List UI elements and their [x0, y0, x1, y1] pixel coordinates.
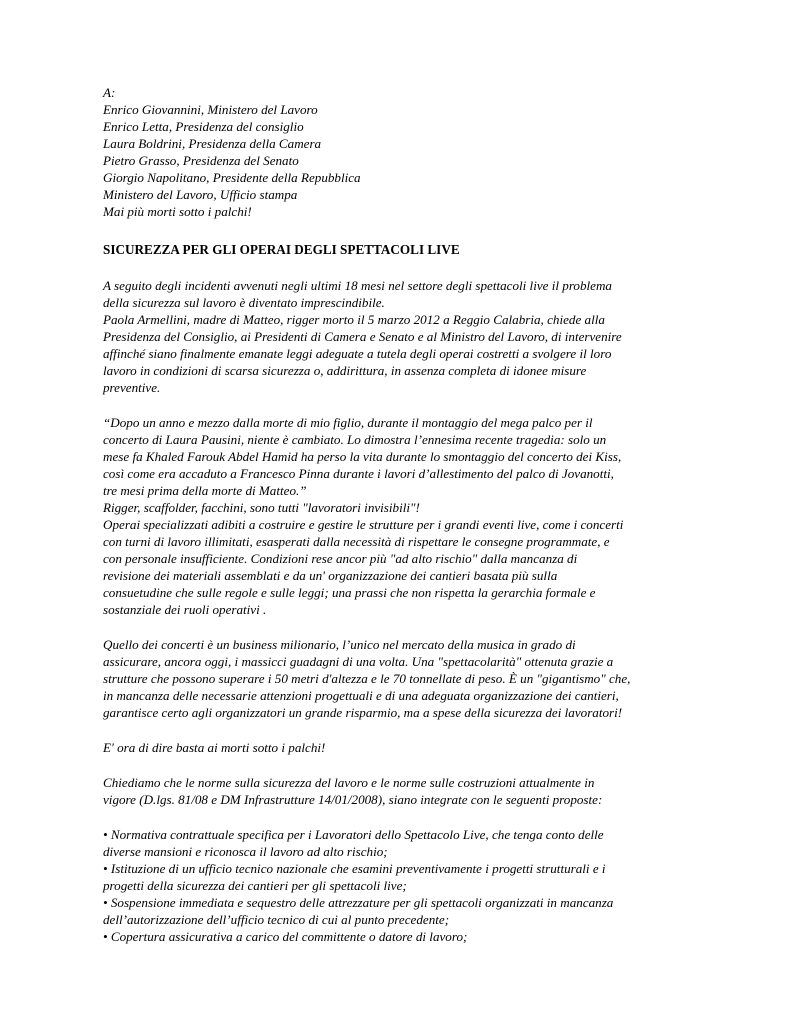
quote-line: tre mesi prima della morte di Matteo.”: [103, 483, 307, 498]
quote-line: consuetudine che sulle regole e sulle leggi; una prassi che non rispetta la gerarchia formale e: [103, 585, 596, 600]
proposal-line: • Sospensione immediata e sequestro delle attrezzature per gli spettacoli organizzati in mancanza: [103, 895, 614, 910]
recipient-line: Pietro Grasso, Presidenza del Senato: [103, 153, 299, 168]
request-paragraph: [103, 774, 703, 808]
business-line: assicurare, ancora oggi, i massicci guadagni di una volta. Una "spettacolarità" ottenuta grazie a: [103, 654, 614, 669]
proposal-line: progetti della sicurezza dei cantieri per gli spettacoli live;: [103, 878, 407, 893]
request-line: vigore (D.lgs. 81/08 e DM Infrastrutture 14/01/2008), siano integrate con le seguenti proposte:: [103, 792, 603, 807]
proposal-line: • Istituzione di un ufficio tecnico nazionale che esamini preventivamente i progetti strutturali e i: [103, 861, 606, 876]
document-page: [103, 84, 703, 945]
slogan-line: E' ora di dire basta ai morti sotto i palchi!: [103, 740, 326, 755]
quote-line: Operai specializzati adibiti a costruire e gestire le strutture per i grandi eventi live, come i concerti: [103, 517, 624, 532]
quote-line: Rigger, scaffolder, facchini, sono tutti "lavoratori invisibili"!: [103, 500, 420, 515]
business-line: in mancanza delle necessarie attenzioni progettuali e di una adeguata organizzazione dei cantieri,: [103, 688, 619, 703]
business-line: strutture che possono superare i 50 metri d'altezza e le 70 tonnellate di peso. È un "gigantismo" che,: [103, 671, 631, 686]
business-line: garantisce certo agli organizzatori un grande risparmio, ma a spese della sicurezza dei lavoratori!: [103, 705, 623, 720]
intro-line: della sicurezza sul lavoro è diventato imprescindibile.: [103, 295, 385, 310]
intro-line: Presidenza del Consiglio, ai Presidenti di Camera e Senato e al Ministro del Lavoro, di intervenire: [103, 329, 622, 344]
proposals-list: [103, 826, 703, 945]
intro-line: affinché siano finalmente emanate leggi adeguate a tutela degli operai costretti a svolgere il loro: [103, 346, 612, 361]
document-title: SICUREZZA PER GLI OPERAI DEGLI SPETTACOLI LIVE: [103, 242, 460, 257]
proposal-line: • Copertura assicurativa a carico del committente o datore di lavoro;: [103, 929, 468, 944]
slogan-paragraph: [103, 739, 703, 756]
intro-line: Paola Armellini, madre di Matteo, rigger morto il 5 marzo 2012 a Reggio Calabria, chiede alla: [103, 312, 605, 327]
recipient-line: Ministero del Lavoro, Ufficio stampa: [103, 187, 298, 202]
intro-paragraph: [103, 277, 703, 396]
recipient-line: Giorgio Napolitano, Presidente della Repubblica: [103, 170, 361, 185]
recipients-block: [103, 84, 703, 220]
recipient-line: Enrico Giovannini, Ministero del Lavoro: [103, 102, 318, 117]
business-paragraph: [103, 636, 703, 721]
quote-line: revisione dei materiali assemblati e da un' organizzazione dei cantieri basata più sulla: [103, 568, 558, 583]
quote-paragraph: [103, 414, 703, 618]
proposal-line: dell’autorizzazione dell’ufficio tecnico di cui al punto precedente;: [103, 912, 450, 927]
quote-line: sostanziale dei ruoli operativi .: [103, 602, 267, 617]
quote-line: con personale insufficiente. Condizioni rese ancor più "ad alto rischio" dalla mancanza di: [103, 551, 578, 566]
recipient-line: Enrico Letta, Presidenza del consiglio: [103, 119, 304, 134]
quote-line: mese fa Khaled Farouk Abdel Hamid ha perso la vita durante lo smontaggio del concerto dei Kiss,: [103, 449, 622, 464]
business-line: Quello dei concerti è un business milionario, l’unico nel mercato della musica in grado di: [103, 637, 576, 652]
proposal-line: • Normativa contrattuale specifica per i Lavoratori dello Spettacolo Live, che tenga conto delle: [103, 827, 604, 842]
proposal-line: diverse mansioni e riconosca il lavoro ad alto rischio;: [103, 844, 388, 859]
quote-line: così come era accaduto a Francesco Pinna durante i lavori d’allestimento del palco di Jovanotti,: [103, 466, 614, 481]
intro-line: lavoro in condizioni di scarsa sicurezza o, addirittura, in assenza completa di idonee misure: [103, 363, 587, 378]
request-line: Chiediamo che le norme sulla sicurezza del lavoro e le norme sulle costruzioni attualmente in: [103, 775, 595, 790]
intro-line: preventive.: [103, 380, 161, 395]
recipient-line: Laura Boldrini, Presidenza della Camera: [103, 136, 322, 151]
quote-line: con turni di lavoro illimitati, esasperati dalla necessità di rispettare le consegne programmate, e: [103, 534, 610, 549]
quote-line: concerto di Laura Pausini, niente è cambiato. Lo dimostra l’ennesima recente tragedia: solo un: [103, 432, 607, 447]
recipients-heading: A:: [103, 85, 116, 100]
recipient-line: Mai più morti sotto i palchi!: [103, 204, 252, 219]
quote-line: “Dopo un anno e mezzo dalla morte di mio figlio, durante il montaggio del mega palco per il: [103, 415, 593, 430]
intro-line: A seguito degli incidenti avvenuti negli ultimi 18 mesi nel settore degli spettacoli live il problema: [103, 278, 612, 293]
